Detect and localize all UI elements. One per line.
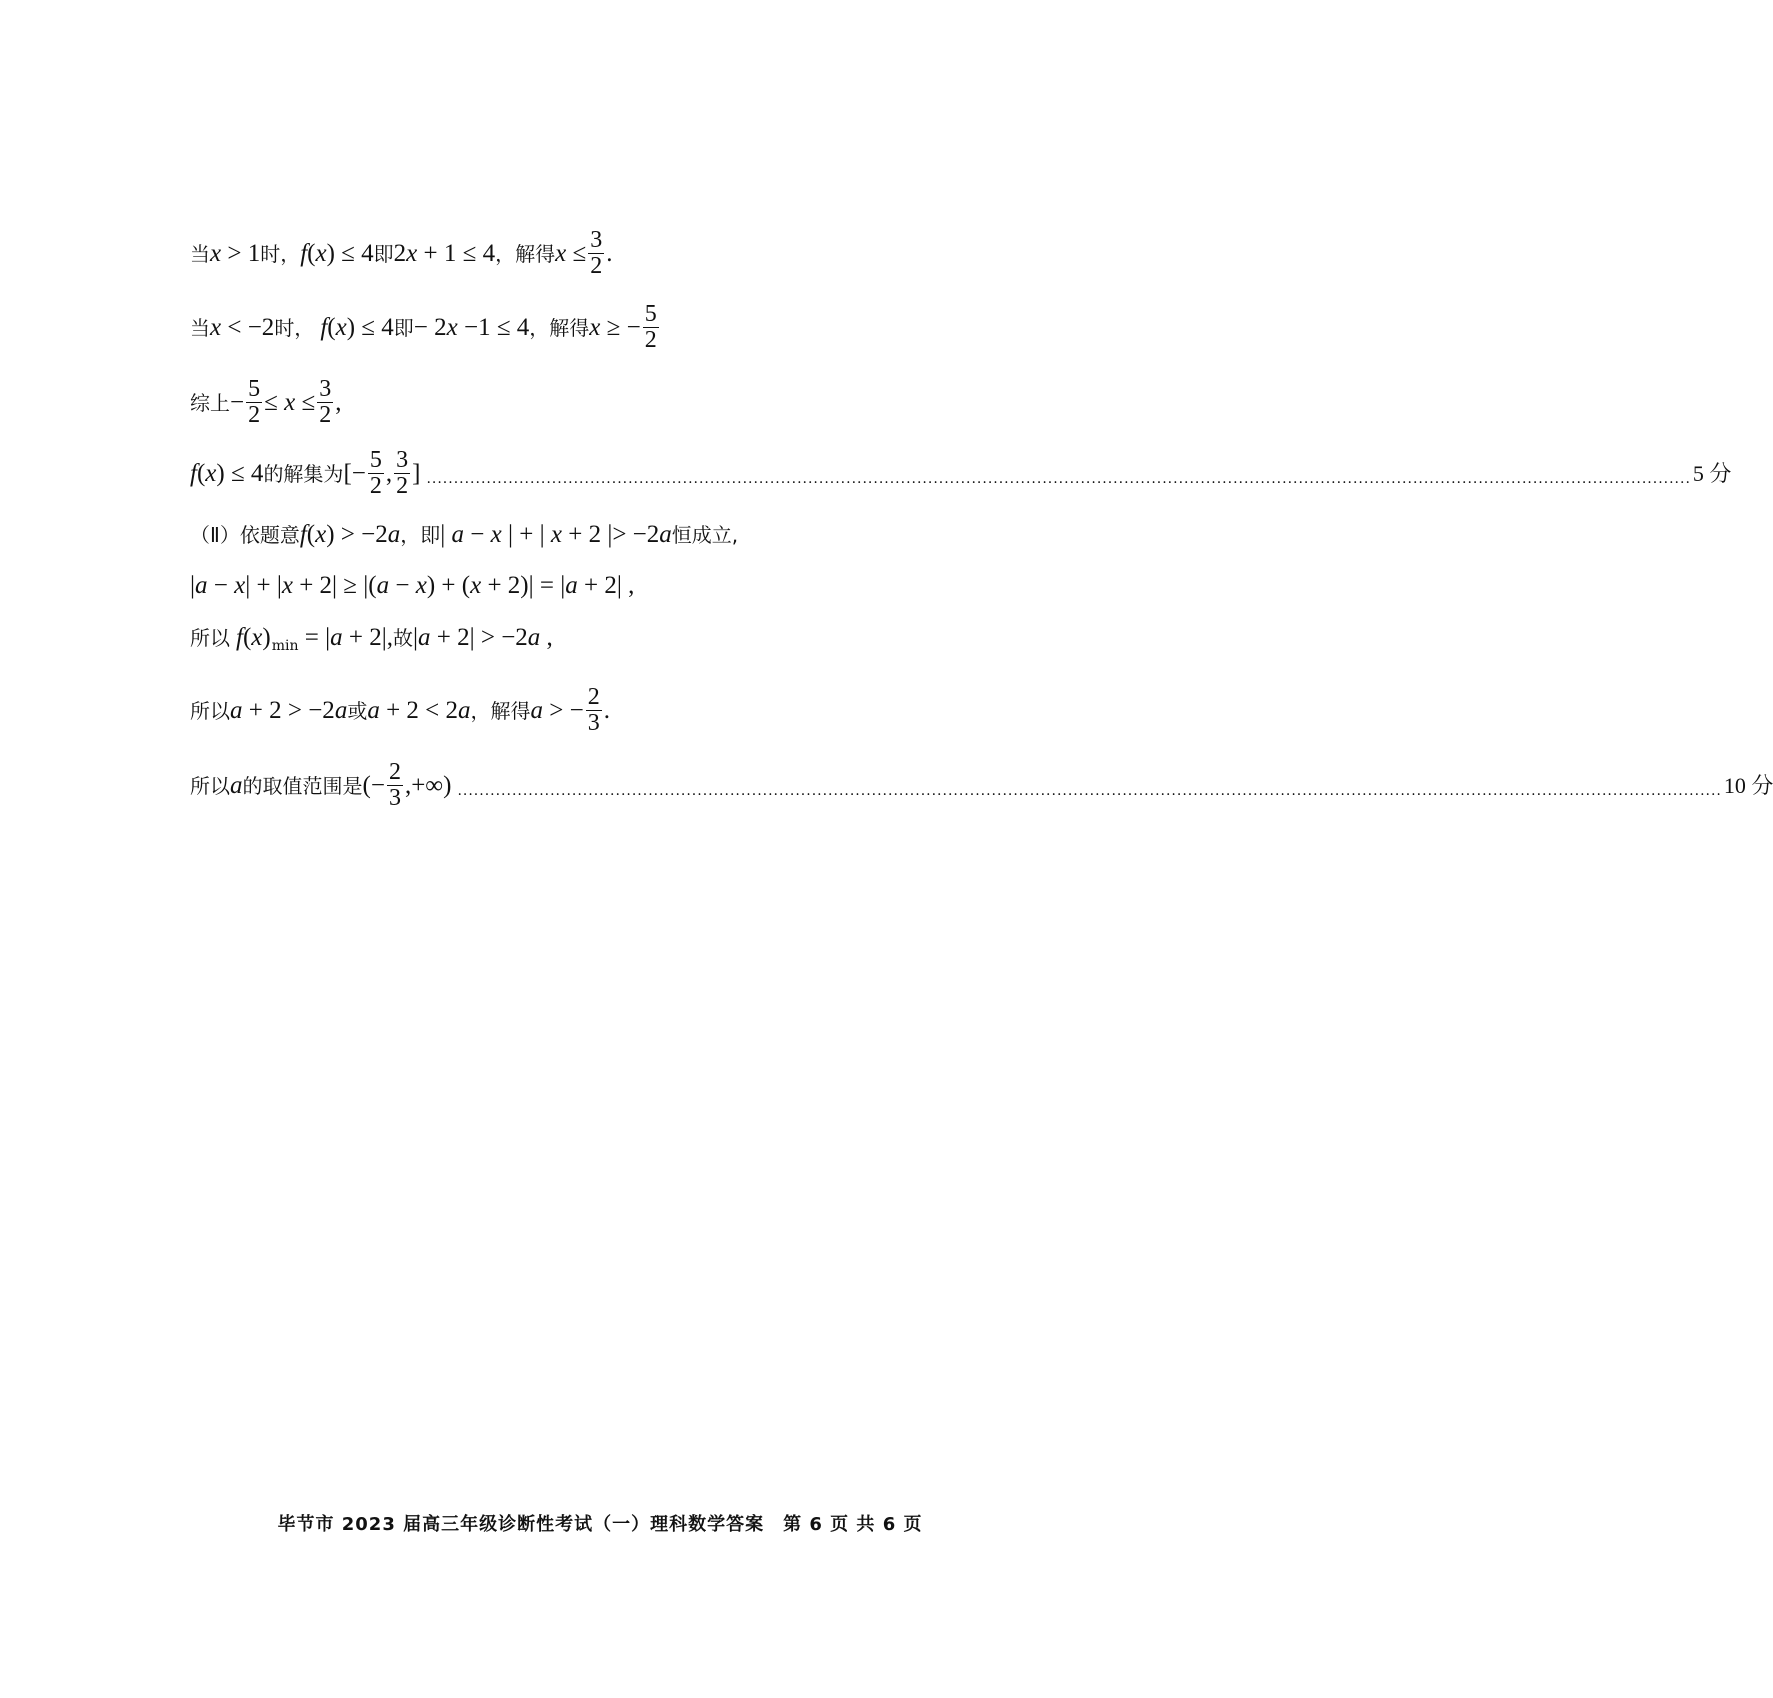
score-part2: 10 分 xyxy=(1723,772,1773,798)
solution-line-1: 当 x > 1 时， f ( x ) ≤ 4 即 2 x + 1 ≤ 4 ，解得 x ≤ $\frac{3}{2}$ . xyxy=(190,227,613,280)
solution-line-4: f ( x ) ≤ 4 的解集为 [− $\frac{5}{2}$ , $\frac{3}{2}$ ] ........................................................................................................................................................................................................................................ 5 分 xyxy=(190,447,1732,500)
solution-line-9: 所以 a 的取值范围是 (− $\frac{2}{3}$ ,+∞) ........................................................................................................................................................................................................................................ 10 分 xyxy=(190,759,1773,812)
page-footer: 毕节市 2023 届高三年级诊断性考试（一）理科数学答案 第 6 页 共 6 页 xyxy=(277,1514,923,1535)
solution-line-6: | a − x | + | x + 2| ≥ |( a − x ) + ( x + 2)| = | a + 2| , xyxy=(190,572,635,599)
leader-dots: ........................................................................................................................................................................................................................................ xyxy=(457,782,1722,799)
solution-line-5: （Ⅱ）依题意 f ( x ) > −2 a ，即 | a − x | + | x + 2 |> −2 a 恒成立, xyxy=(190,521,739,548)
score-part1: 5 分 xyxy=(1692,460,1732,486)
solution-line-8: 所以 a + 2 > −2 a 或 a + 2 < 2 a ，解得 a > − $\frac{2}{3}$ . xyxy=(190,684,610,737)
leader-dots: ........................................................................................................................................................................................................................................ xyxy=(426,470,1691,487)
solution-line-7: 所以 f ( x ) min = | a + 2|, 故 | a + 2| > −2 a , xyxy=(190,624,553,654)
solution-line-2: 当 x < −2 时， f ( x ) ≤ 4 即 − 2 x −1 ≤ 4 ，解得 x ≥ − $\frac{5}{2}$ xyxy=(190,301,657,354)
solution-line-3: 综上 − $\frac{5}{2}$ ≤ x ≤ $\frac{3}{2}$ , xyxy=(190,376,342,429)
